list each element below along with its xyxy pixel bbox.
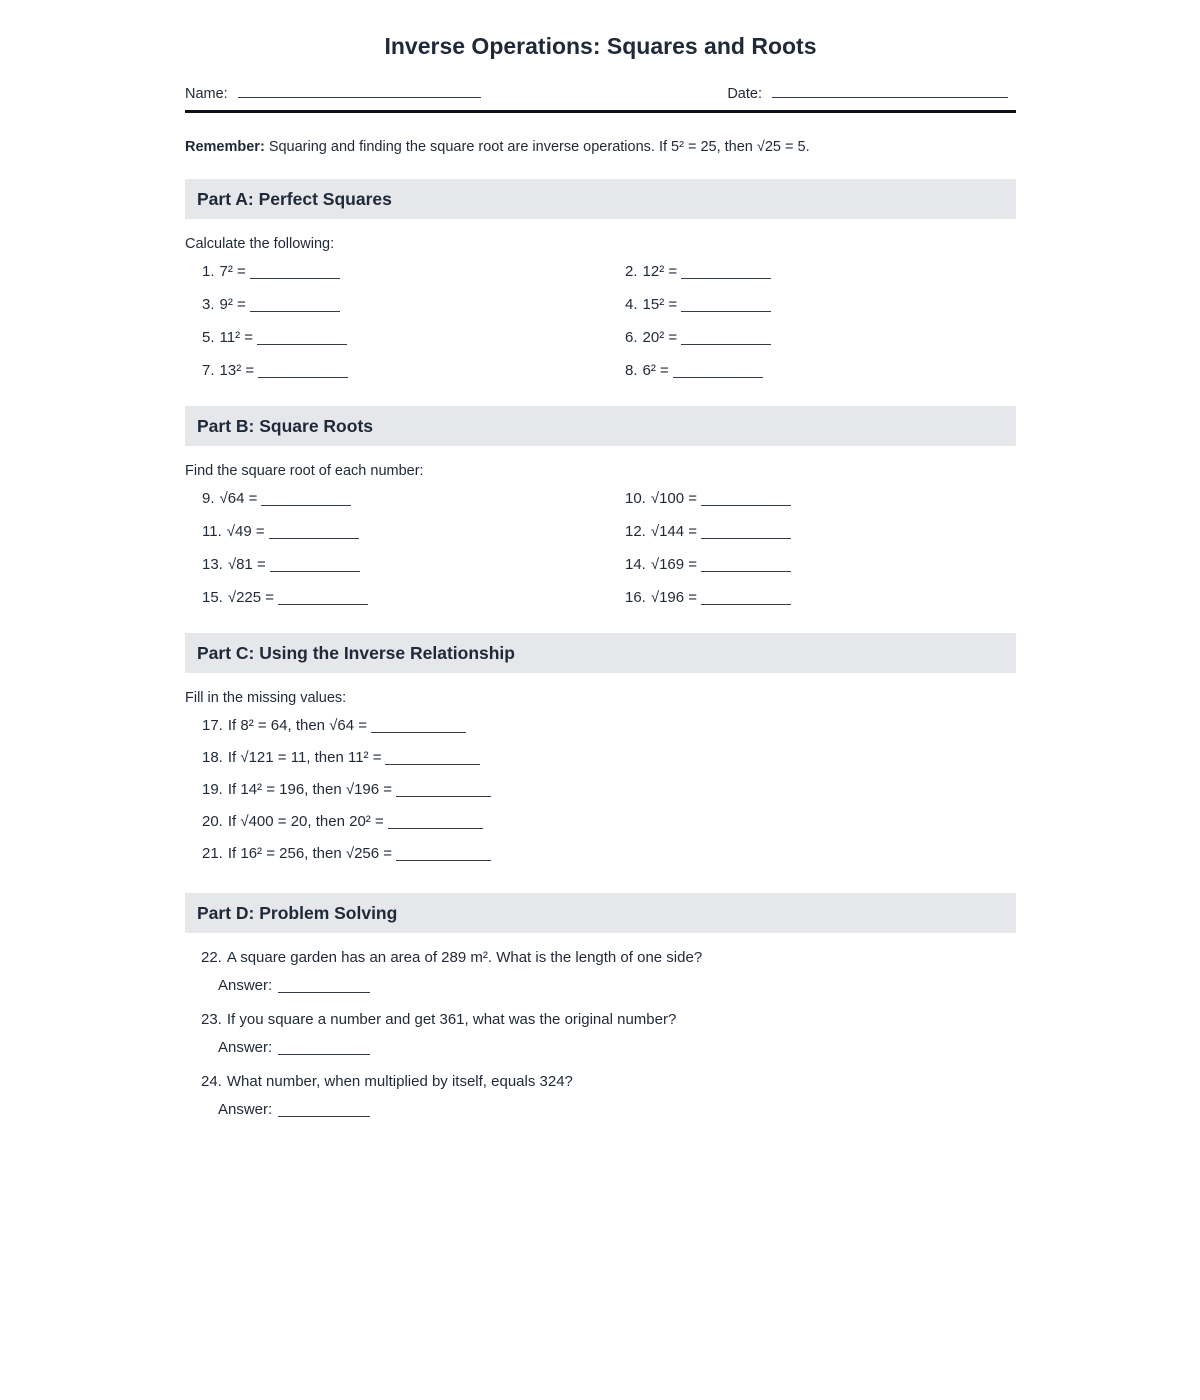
section-heading-part-c: Part C: Using the Inverse Relationship (185, 633, 1016, 673)
answer-label: Answer: (218, 976, 273, 994)
problem-text: √81 = (227, 556, 266, 573)
problem-text: 12² = (642, 263, 678, 280)
problem-text: √49 = (226, 523, 265, 540)
problem-number: 23. (201, 1011, 222, 1028)
problem-item (202, 255, 625, 288)
answer-blank (681, 297, 771, 312)
answer-blank (388, 814, 483, 829)
answer-blank (681, 264, 771, 279)
problem-item (625, 288, 1016, 321)
problem-text: A square garden has an area of 289 m². What is the length of one side? (226, 949, 703, 966)
answer-blank (278, 1040, 370, 1055)
problem-number: 10. (625, 490, 646, 507)
word-problem (185, 1073, 1016, 1119)
problem-text: √64 = (219, 490, 258, 507)
part-a-problem-grid (185, 255, 1016, 387)
problem-text: If √400 = 20, then 20² = (227, 812, 384, 830)
answer-blank (261, 491, 351, 506)
problem-item (202, 805, 1016, 837)
problem-number: 13. (202, 556, 223, 573)
problem-text: 13² = (219, 362, 255, 379)
problem-number: 4. (625, 296, 638, 313)
problem-number: 19. (202, 780, 223, 798)
answer-blank (396, 846, 491, 861)
answer-blank (278, 978, 370, 993)
problem-text: 11² = (219, 329, 254, 346)
date-field (727, 83, 1008, 102)
answer-blank (681, 330, 771, 345)
problem-number: 12. (625, 523, 646, 540)
problem-text: √169 = (650, 556, 698, 573)
header-rule (185, 110, 1016, 113)
problem-text: What number, when multiplied by itself, equals 324? (226, 1073, 573, 1090)
problem-item (202, 354, 625, 387)
problem-item (202, 741, 1016, 773)
problem-text: √100 = (650, 490, 698, 507)
problem-number: 5. (202, 329, 215, 346)
answer-blank (371, 718, 466, 733)
problem-number: 9. (202, 490, 215, 507)
problem-text: √196 = (650, 589, 698, 606)
problem-text: If 16² = 256, then √256 = (227, 844, 393, 862)
answer-blank (269, 524, 359, 539)
answer-blank (257, 330, 347, 345)
problem-number: 6. (625, 329, 638, 346)
problem-number: 15. (202, 589, 223, 606)
answer-blank (258, 363, 348, 378)
word-problem-question (201, 1073, 1016, 1091)
word-problem-question (201, 949, 1016, 967)
problem-text: If √121 = 11, then 11² = (227, 748, 382, 766)
problem-number: 16. (625, 589, 646, 606)
date-blank-line (772, 83, 1008, 98)
remember-label: Remember: (185, 139, 265, 155)
answer-row (201, 1099, 1016, 1119)
answer-label: Answer: (218, 1038, 273, 1056)
problem-item (625, 354, 1016, 387)
problem-item (625, 548, 1016, 581)
name-field (185, 83, 481, 102)
problem-text: If you square a number and get 361, what was the original number? (226, 1011, 677, 1028)
answer-blank (396, 782, 491, 797)
problem-number: 21. (202, 844, 223, 862)
answer-blank (278, 590, 368, 605)
problem-text: √144 = (650, 523, 698, 540)
problem-number: 24. (201, 1073, 222, 1090)
problem-item (625, 255, 1016, 288)
remember-note (185, 138, 1016, 157)
worksheet-page (185, 0, 1016, 1119)
part-b-instructions: Find the square root of each number: (185, 463, 424, 479)
remember-text: Squaring and finding the square root are inverse operations. If 5² = 25, then √25 = 5. (268, 139, 810, 155)
problem-number: 18. (202, 748, 223, 766)
problem-item (202, 288, 625, 321)
problem-text: 7² = (219, 263, 246, 280)
answer-blank (250, 264, 340, 279)
answer-blank (385, 750, 480, 765)
problem-number: 7. (202, 362, 215, 379)
name-blank-line (238, 83, 481, 98)
problem-item (202, 515, 625, 548)
problem-number: 8. (625, 362, 638, 379)
problem-item (202, 321, 625, 354)
problem-item (202, 837, 1016, 869)
problem-number: 22. (201, 949, 222, 966)
part-c-instructions: Fill in the missing values: (185, 690, 347, 706)
problem-item (202, 773, 1016, 805)
part-a-instructions: Calculate the following: (185, 236, 335, 252)
section-heading-part-a: Part A: Perfect Squares (185, 179, 1016, 219)
answer-blank (673, 363, 763, 378)
part-b-problem-grid (185, 482, 1016, 614)
problem-item (625, 482, 1016, 515)
part-c-problem-list (185, 709, 1016, 869)
problem-number: 14. (625, 556, 646, 573)
date-label: Date: (727, 86, 762, 102)
answer-blank (270, 557, 360, 572)
problem-item (625, 515, 1016, 548)
problem-item (202, 709, 1016, 741)
problem-text: 15² = (642, 296, 678, 313)
problem-item (202, 581, 625, 614)
word-problem-question (201, 1011, 1016, 1029)
word-problem (185, 1011, 1016, 1057)
problem-number: 2. (625, 263, 638, 280)
problem-text: 6² = (642, 362, 669, 379)
problem-item (202, 482, 625, 515)
problem-number: 1. (202, 263, 215, 280)
answer-blank (701, 590, 791, 605)
problem-number: 20. (202, 812, 223, 830)
section-heading-part-b: Part B: Square Roots (185, 406, 1016, 446)
name-label: Name: (185, 86, 228, 102)
problem-number: 3. (202, 296, 215, 313)
section-heading-part-d: Part D: Problem Solving (185, 893, 1016, 933)
problem-number: 17. (202, 716, 223, 734)
answer-blank (701, 524, 791, 539)
word-problem (185, 949, 1016, 995)
answer-row (201, 975, 1016, 995)
problem-text: If 14² = 196, then √196 = (227, 780, 393, 798)
problem-text: 20² = (642, 329, 678, 346)
page-title: Inverse Operations: Squares and Roots (384, 33, 817, 59)
problem-number: 11. (202, 523, 222, 540)
problem-text: If 8² = 64, then √64 = (227, 716, 368, 734)
answer-blank (701, 557, 791, 572)
problem-item (625, 581, 1016, 614)
name-date-row (185, 83, 1016, 102)
answer-blank (250, 297, 340, 312)
answer-label: Answer: (218, 1100, 273, 1118)
problem-text: √225 = (227, 589, 275, 606)
answer-blank (278, 1102, 370, 1117)
answer-row (201, 1037, 1016, 1057)
answer-blank (701, 491, 791, 506)
problem-item (202, 548, 625, 581)
problem-text: 9² = (219, 296, 246, 313)
problem-item (625, 321, 1016, 354)
